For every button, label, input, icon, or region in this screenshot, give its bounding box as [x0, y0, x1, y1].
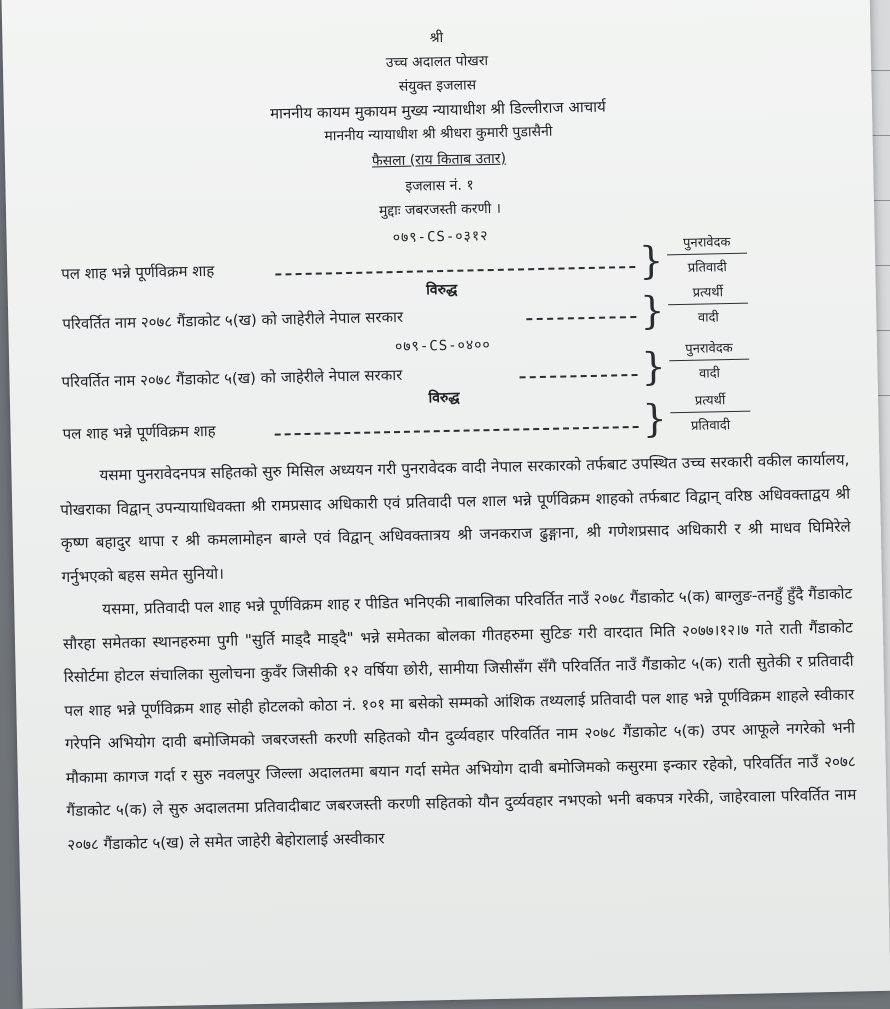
decision-title: फैसला (राय किताब उतार): [371, 150, 507, 170]
case1-respondent-role: प्रत्यर्थी वादी: [668, 282, 749, 327]
case1-respondent: परिवर्तित नाम २०७८ गैंडाकोट ५(ख) को जाहेरीले नेपाल सरकार: [62, 307, 404, 333]
court-decision-page: [2, 0, 890, 1009]
case2-appellant-role: पुनरावेदक वादी: [669, 338, 750, 383]
case2-respondent: पल शाह भन्ने पूर्णविक्रम शाह: [62, 421, 216, 444]
case2-appellant-leader: [520, 374, 638, 378]
decision-body: [59, 444, 857, 862]
case1-respondent-leader: [526, 316, 636, 320]
case2-respondent-role: प्रत्यर्थी प्रतिवादी: [670, 390, 751, 435]
bench-number: इजलास नं. १: [405, 177, 474, 195]
case2-respondent-brace: }: [641, 396, 668, 441]
judge-second: माननीय न्यायाधीश श्री श्रीधरा कुमारी पुडासैनी: [324, 123, 553, 145]
bench-type: संयुक्त इजलास: [398, 77, 477, 95]
case1-number: ०७९-CS-०३१२: [392, 228, 489, 247]
case2-appellant-brace: }: [640, 344, 667, 389]
case1-appellant-brace: }: [638, 238, 664, 283]
case2-versus: विरुद्ध: [428, 389, 460, 407]
case2-appellant: परिवर्तित नाम २०७८ गैंडाकोट ५(ख) को जाहेरीले नेपाल सरकार: [61, 365, 403, 392]
case2-respondent-leader: [275, 426, 639, 436]
court-name: उच्च अदालत पोखरा: [385, 53, 489, 72]
body-paragraph-2: यसमा, प्रतिवादी पल शाह भन्ने पूर्णविक्रम शाह र पीडित भनिएकी नाबालिका परिवर्तित नाउँ २०७८ गैंडाकोट ५(क) बाग्लुङ-तनहुँ हुँदै गैंडाकोट सौरहा समेतका स्थानहरुमा पुगी "सुर्ति माड्दै माड्दै" भन्ने समेतका बोलका गीतहरुमा सुटिङ गरी वारदात मिति २०७७।१२।७ गते राती गैंडाकोट रिसोर्टमा होटल संचालिका सुलोचना कुवँर जिसीकी १२ वर्षिया छोरी, सामीया जिसीसँग सँगै परिवर्तित नाउँ गैंडाकोट ५(क) राती सुतेकी र प्रतिवादी पल शाह भन्ने पूर्णविक्रम शाह सोही होटलको कोठा नं. १०१ मा बसेको सम्मको आंशिक तथ्यलाई प्रतिवादी पल शाह भन्ने पूर्णविक्रम शाहले स्वीकार गरेपनि अभियोग दावी बमोजिमको जबरजस्ती करणी सहितको यौन दुर्व्यवहार परिवर्तित नाम २०७८ गैंडाकोट ५(क) उपर आफूले नगरेको भनी मौकामा कागज गर्दा र सुरु नवलपुर जिल्ला अदालतमा बयान गर्दा समेत अभियोग दावी बमोजिमको कसुरमा इन्कार रहेको, परिवर्तित नाउँ २०७८ गैंडाकोट ५(क) ले सुरु अदालतमा प्रतिवादीबाट जबरजस्ती करणी सहितको यौन दुर्व्यवहार नभएको भनी बकपत्र गरेकी, जाहेरवाला परिवर्तित नाम २०७८ गैंडाकोट ५(ख) ले समेत जाहेरी बेहोरालाई अस्वीकार: [62, 584, 857, 854]
case1-appellant-leader: [275, 266, 635, 276]
case1-versus: विरुद्ध: [426, 281, 458, 299]
case-subject: मुद्दाः जबरजस्ती करणी ।: [378, 200, 502, 220]
judge-chief: माननीय कायम मुकायम मुख्य न्यायाधीश श्री डिल्लीराज आचार्य: [269, 97, 606, 123]
body-paragraph-1: यसमा पुनरावेदनपत्र सहितको सुरु मिसिल अध्ययन गरी पुनरावेदक वादी नेपाल सरकारको तर्फबाट उपस्थित उच्च सरकारी वकील कार्यालय, पोखराका विद्वान् उपन्यायाधिवक्ता श्री रामप्रसाद अधिकारी एवं प्रतिवादी पल शाल भन्ने पूर्णविक्रम शाहको तर्फबाट विद्वान् वरिष्ठ अधिवक्ताद्वय श्री कृष्ण बहादुर थापा र श्री कमलामोहन बाग्ले एवं विद्वान् अधिवक्तात्रय श्री जनकराज ढुङ्गाना, श्री गणेशप्रसाद अधिकारी र श्री माधव घिमिरेले गर्नुभएको बहस समेत सुनियो।: [60, 450, 851, 586]
case1-appellant: पल शाह भन्ने पूर्णविक्रम शाह: [61, 261, 215, 284]
case2-number: ०७९-CS-०४००: [394, 337, 491, 356]
case1-appellant-role: पुनरावेदक प्रतिवादी: [667, 232, 748, 277]
case1-respondent-brace: }: [639, 288, 665, 333]
header-shree: श्री: [429, 29, 444, 47]
